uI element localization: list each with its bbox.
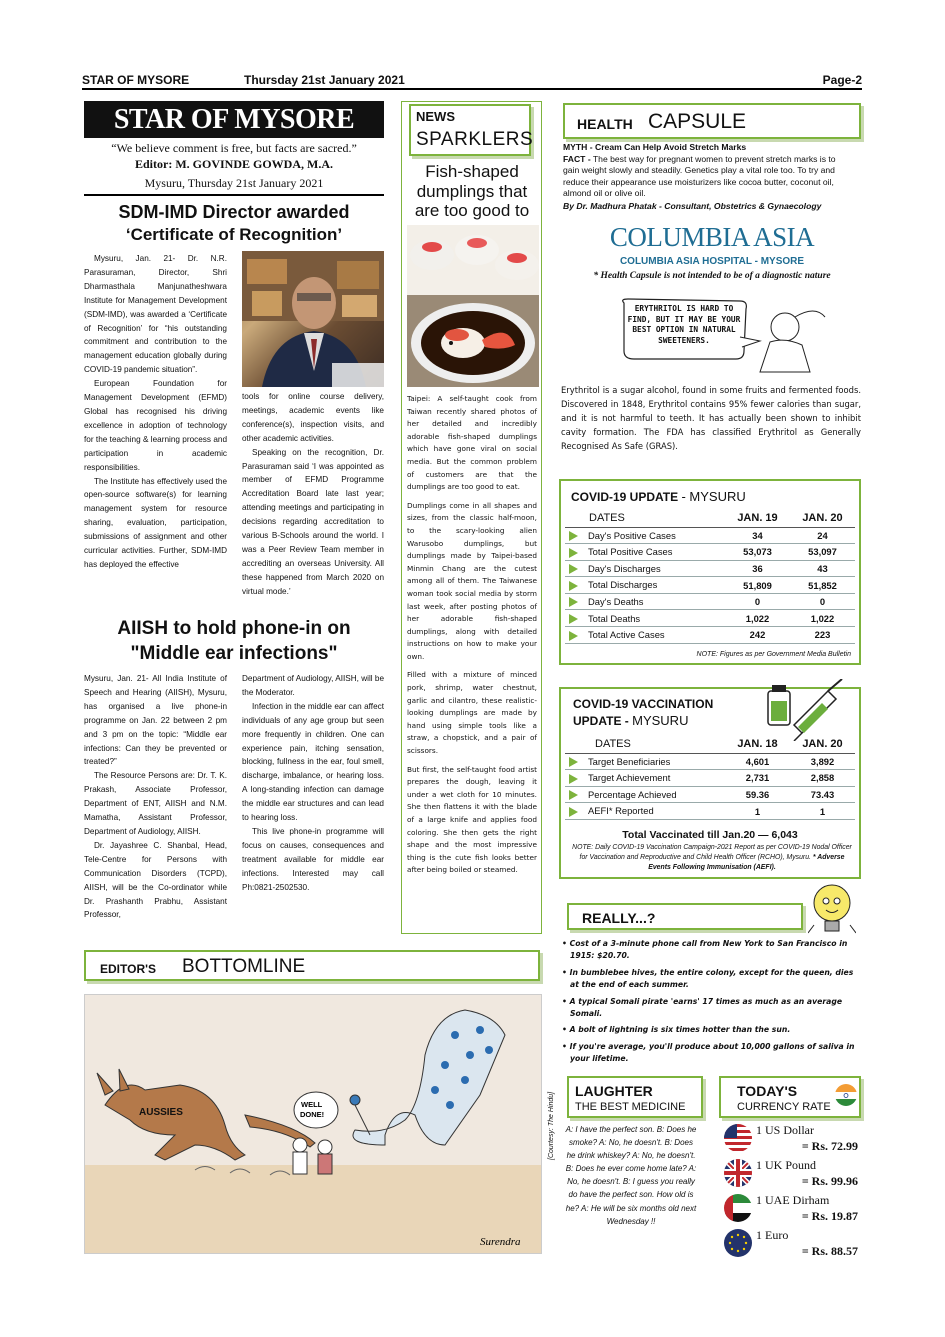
vax-note: NOTE: Daily COVID-19 Vaccination Campaign-2021 Report as per COVID-19 Nodal Officer for Vaccination and Reproductive and Child Health Officer (RCHO), Mysuru. (572, 844, 852, 861)
covid-row-label: Total Positive Cases (588, 546, 673, 558)
bullet-triangle-icon (569, 531, 578, 541)
really-item-text: A typical Somali pirate 'earns' 17 times as much as an average Somali. (569, 996, 843, 1019)
covid-row (565, 560, 855, 577)
currency-label-box (719, 1076, 861, 1118)
eu-flag-icon (724, 1229, 752, 1257)
bullet-triangle-icon (569, 774, 578, 784)
capsule-label: CAPSULE (648, 110, 747, 133)
masthead-motto: “We believe comment is free, but facts are sacred.” (111, 141, 357, 155)
vax-value-second: 3,892 (790, 753, 855, 770)
covid-row-label-cell (565, 560, 725, 577)
article1-p3: The Institute has effectively used the open-source software(s) for learning management system for resource sharing, evaluation, participation, submissions of assignment and other curricular activities. Further, SDM-IMD has deployed the effective (84, 476, 227, 569)
uae-flag-icon (724, 1194, 752, 1222)
article2-p5: Infection in the middle ear can affect individuals of any age group but seen more frequently in children. One can experience pain, itching sensation, blocking, fullness in the ear, foul smell, discharge, imbalance, or hearing loss. A long-standing infection can damage the middle ear structures and can lead to hearing loss. (242, 701, 384, 823)
news-label-box (409, 104, 534, 156)
laughter-label-box (567, 1076, 703, 1118)
covid-row (565, 610, 855, 627)
news-p4: But first, the self-taught food artist prepares the dough, leaving it under a wet cloth for 10 minutes. She then flattens it with the blade of a large knife and applies food coloring. She then gets the right shape and the most impressive thing is the cute fish looks better after being boiled or steamed. (407, 764, 537, 875)
india-flag-icon (835, 1084, 857, 1106)
covid-value-first: 0 (725, 593, 790, 610)
currency-list (724, 1123, 864, 1263)
vax-row-label-cell (565, 770, 725, 787)
bullet-triangle-icon (569, 757, 578, 767)
covid-row-label-cell (565, 610, 725, 627)
editorial-cartoon-art (85, 995, 542, 1254)
cartoon-welldone-text: WELL (301, 1100, 323, 1109)
covid-title (571, 489, 746, 504)
masthead-editor: Editor: M. GOVINDE GOWDA, M.A. (135, 157, 333, 171)
us-flag-icon (724, 1124, 752, 1152)
article2-title-line1: AIISH to hold phone-in on (117, 618, 351, 639)
health-fact-label: FACT - (563, 153, 591, 164)
vax-note2: * Adverse Events Following Immunisation (AEFI). (648, 854, 845, 871)
covid-table-wrap (565, 509, 855, 644)
vax-value-second: 2,858 (790, 770, 855, 787)
vax-total: Total Vaccinated till Jan.20 — 6,043 (622, 829, 798, 841)
vax-table-wrap (565, 735, 855, 820)
vax-note-wrap (569, 843, 855, 873)
vax-row-label: Percentage Achieved (588, 788, 677, 800)
paper-name: STAR OF MYSORE (82, 73, 190, 87)
vax-row-label-cell (565, 786, 725, 803)
covid-value-second: 51,852 (790, 577, 855, 594)
erythritol-text: Erythritol is a sugar alcohol, found in some fruits and fermented foods. Discovered in 1848, Erythritol contains 95% fewer calories than sugar, and it is not harmful to teeth. It has actually been shown to inhibit cavity formation. The FDA has classified Erythritol as Generally Recognised As Safe (GRAS). (561, 385, 861, 452)
currency-row (724, 1123, 864, 1158)
health-byline: By Dr. Madhura Phatak - Consultant, Obstetrics & Gynaecology (563, 200, 822, 211)
vax-title-update: UPDATE - (573, 714, 629, 728)
covid-value-first: 34 (725, 527, 790, 544)
currency-row (724, 1158, 864, 1193)
article1-p1: Mysuru, Jan. 21- Dr. N.R. Parasuraman, Director, Shri Dharmasthala Manjunatheshwara Institute for Management Development (SDM-IMD), was awarded a ‘Certificate of Recognition’ for “his outstanding commitment and contribution to the management education globally during COVID-19 pandemic situation”. (84, 254, 227, 375)
page-number: Page-2 (822, 73, 862, 87)
really-item: • Cost of a 3-minute phone call from New York to San Francisco in 1915: $20.70. (562, 939, 848, 961)
vax-value-first: 1 (725, 803, 790, 820)
laughter-joke: A: I have the perfect son. B: Does he smoke? A: No, he doesn't. B: Does he drink whiskey? A: No, he doesn't. B: Does he ever come home late? A: No, he doesn't. B: I guess you really do have the perfect son. How old is he? A: He will be six months old next Wednesday !! (565, 1125, 697, 1226)
masthead-dateline: Mysuru, Thursday 21st January 2021 (144, 176, 324, 190)
currency-rate: = Rs. 99.96 (801, 1174, 858, 1188)
covid-row-label-cell (565, 593, 725, 610)
article2-p2: The Resource Persons are: Dr. T. K. Prakash, Associate Professor, Department of ENT, AIISH and N.M. Mamatha, Assistant Professor, Department of Audiology, AIISH. (84, 771, 227, 836)
news-p3: Filled with a mixture of minced pork, shrimp, water chestnut, garlic and cilantro, these realistic-looking dumplings are made by hand using simple tools like a straw, a chopstick, and a pair of scissors. (407, 670, 537, 756)
covid-note: NOTE: Figures as per Government Media Bulletin (696, 651, 851, 658)
really-list (560, 938, 863, 1066)
news-body (407, 393, 537, 877)
covid-value-first: 36 (725, 560, 790, 577)
covid-value-first: 53,073 (725, 544, 790, 561)
health-label: HEALTH (577, 116, 633, 132)
covid-row (565, 544, 855, 561)
really-item: • A bolt of lightning is six times hotter than the sun. (562, 1025, 791, 1035)
currency-rate-label: CURRENCY RATE (737, 1101, 831, 1113)
sparklers-label: SPARKLERS (416, 129, 534, 150)
vax-h-c2: JAN. 20 (790, 735, 855, 753)
covid-row-label: Total Deaths (588, 612, 641, 624)
cartoon-signature: Surendra (480, 1236, 521, 1248)
news-label: NEWS (416, 109, 455, 124)
currency-name: 1 US Dollar (756, 1123, 814, 1137)
covid-row-label-cell (565, 544, 725, 561)
masthead-rule (84, 194, 384, 196)
bullet-triangle-icon (569, 807, 578, 817)
vax-table (565, 735, 855, 820)
article2-title-line2: "Middle ear infections" (130, 643, 338, 664)
covid-row-label-cell (565, 577, 725, 594)
bottomline-label: BOTTOMLINE (182, 956, 306, 977)
article1-col1 (84, 252, 227, 572)
vax-value-second: 73.43 (790, 786, 855, 803)
article2-p4: Department of Audiology, AIISH, will be the Moderator. (242, 674, 384, 697)
vax-title-1: COVID-19 VACCINATION (573, 697, 714, 711)
editor-label: EDITOR'S (100, 962, 156, 976)
covid-update-box (559, 479, 861, 665)
really-item-text: In bumblebee hives, the entire colony, except for the queen, dies at the end of each summer. (569, 967, 854, 990)
vax-table-header (565, 735, 855, 753)
vax-h-c1: JAN. 18 (725, 735, 790, 753)
vax-row (565, 753, 855, 770)
vax-row-label-cell (565, 753, 725, 770)
dumplings-photo (407, 225, 539, 387)
covid-row-label-cell (565, 627, 725, 644)
currency-name: 1 Euro (756, 1228, 789, 1242)
covid-row-label: Day's Discharges (588, 562, 661, 574)
really-item: • In bumblebee hives, the entire colony, except for the queen, dies at the end of each summer. (562, 967, 854, 990)
article2-p6: This live phone-in programme will focus on causes, consequences and treatment available for middle ear infections. Interested may call Ph:0821-2502530. (242, 826, 384, 892)
bullet-triangle-icon (569, 790, 578, 800)
page-header (82, 72, 862, 90)
article1-p2: European Foundation for Management Development (EFMD) Global has recognised his driving excellence in adoption of technology for the teaching & learning process and participation in academic responsibilities. (84, 379, 227, 472)
erythritol-cartoon (620, 297, 835, 375)
covid-value-second: 1,022 (790, 610, 855, 627)
covid-row-label: Day's Deaths (588, 595, 644, 607)
vax-row (565, 770, 855, 787)
vax-value-first: 2,731 (725, 770, 790, 787)
lightbulb-icon (808, 881, 856, 939)
article1-title-line1: SDM-IMD Director awarded (118, 202, 350, 222)
covid-row-label: Total Active Cases (588, 629, 665, 641)
really-label: REALLY...? (582, 910, 656, 926)
covid-row-label: Day's Positive Cases (588, 529, 676, 541)
masthead-title: STAR OF MYSORE (84, 101, 384, 138)
uk-flag-icon (724, 1159, 752, 1187)
article1-title-line2: ‘Certificate of Recognition’ (125, 225, 343, 244)
cartoon-done-text: DONE! (300, 1110, 325, 1119)
vax-row-label-cell (565, 803, 725, 820)
vaccination-box (559, 687, 861, 879)
really-label-box (567, 903, 803, 930)
covid-title-place: - MYSURU (681, 489, 746, 504)
article2-col2 (242, 672, 384, 895)
article1-p4: tools for online course delivery, meetings, academic events like conference(s), inspection visits, and other academic activities. (242, 392, 384, 443)
covid-value-second: 24 (790, 527, 855, 544)
currency-name: 1 UAE Dirham (756, 1193, 830, 1207)
covid-row (565, 593, 855, 610)
covid-value-first: 1,022 (725, 610, 790, 627)
bullet-triangle-icon (569, 614, 578, 624)
best-medicine-label: THE BEST MEDICINE (575, 1101, 686, 1113)
health-text (563, 142, 853, 212)
editorial-cartoon (84, 994, 542, 1254)
currency-rate: = Rs. 72.99 (801, 1139, 858, 1153)
really-item: • If you're average, you'll produce about 10,000 gallons of saliva in your lifetime. (562, 1041, 855, 1064)
bullet-triangle-icon (569, 597, 578, 607)
header-date: Thursday 21st January 2021 (244, 73, 405, 87)
vax-row-label: AEFI* Reported (588, 805, 654, 817)
news-p1: Taipei: A self-taught cook from Taiwan recently shared photos of her detailed and incredibly adorable fish-shaped dumplings which have gone viral on social media. But the common problem of customers are that the dumplings are too good to eat. (407, 394, 537, 492)
covid-row-label: Total Discharges (588, 579, 658, 591)
covid-value-first: 242 (725, 627, 790, 644)
vax-row (565, 803, 855, 820)
covid-value-first: 51,809 (725, 577, 790, 594)
vax-h-dates: DATES (565, 735, 725, 753)
vax-value-first: 59.36 (725, 786, 790, 803)
really-item-text: A bolt of lightning is six times hotter than the sun. (569, 1025, 791, 1035)
vax-row-label: Target Achievement (588, 772, 671, 784)
cartoon-courtesy: [Courtesy: The Hindu] (548, 1091, 555, 1160)
editor-label-box (84, 950, 540, 981)
currency-label: TODAY'S (737, 1083, 798, 1099)
vax-row (565, 786, 855, 803)
currency-rate: = Rs. 19.87 (801, 1209, 858, 1223)
covid-row (565, 577, 855, 594)
currency-row (724, 1193, 864, 1228)
currency-row (724, 1228, 864, 1263)
director-photo (242, 251, 384, 387)
laughter-label: LAUGHTER (575, 1083, 653, 1099)
vax-value-second: 1 (790, 803, 855, 820)
covid-row-label-cell (565, 527, 725, 544)
vax-title-2 (573, 713, 688, 728)
bullet-triangle-icon (569, 581, 578, 591)
vax-value-first: 4,601 (725, 753, 790, 770)
bullet-triangle-icon (569, 631, 578, 641)
vax-row-label: Target Beneficiaries (588, 755, 671, 767)
director-photo-illustration (242, 251, 384, 387)
covid-value-second: 43 (790, 560, 855, 577)
covid-title-main: COVID-19 UPDATE (571, 490, 679, 504)
covid-value-second: 223 (790, 627, 855, 644)
columbia-logo: COLUMBIA ASIA (609, 222, 815, 252)
bullet-triangle-icon (569, 564, 578, 574)
article2-p3: Dr. Jayashree C. Shanbal, Head, Tele-Centre for Persons with Communication Disorders (TCPD), AIISH, will be the Co-ordinator while Dr. Prashanth Prabhu, Assistant Professor, (84, 840, 227, 920)
bullet-triangle-icon (569, 548, 578, 558)
really-item: • A typical Somali pirate 'earns' 17 times as much as an average Somali. (562, 996, 843, 1019)
cartoon-aussies-label: AUSSIES (139, 1107, 183, 1118)
dumplings-illustration (407, 225, 539, 387)
news-headline: Fish-shaped dumplings that are too good to (414, 162, 530, 220)
article2-col1 (84, 672, 227, 922)
hospital-name: COLUMBIA ASIA HOSPITAL - MYSORE (619, 256, 805, 267)
covid-table (565, 509, 855, 644)
covid-value-second: 0 (790, 593, 855, 610)
covid-value-second: 53,097 (790, 544, 855, 561)
covid-table-header (565, 509, 855, 527)
currency-rate: = Rs. 88.57 (801, 1244, 858, 1258)
really-item-text: Cost of a 3-minute phone call from New York to San Francisco in 1915: $20.70. (569, 939, 848, 961)
covid-h-c2: JAN. 20 (790, 509, 855, 527)
covid-h-c1: JAN. 19 (725, 509, 790, 527)
news-p2: Dumplings come in all shapes and sizes, from the classic half-moon, to the scary-looking alien Warusobo dumplings, but dumplings made by Taipei-based Minmin Chang are the cutest among all of them. The Taiwanese woman took social media by storm last week, after posting photos of her adorable fish-shaped dumplings, along with detailed instructions on how to make your own. (407, 500, 537, 661)
health-label-box (563, 103, 861, 139)
vaccine-syringe-icon (766, 679, 846, 741)
health-fact: The best way for pregnant women to prevent stretch marks is to gain weight slowly and steadily. Genetics play a vital role too. To try and reduce their appearance use moisturizers like cocoa butter, coconut oil, almond oil or olive oil. (563, 153, 836, 198)
vax-title-place: MYSURU (632, 713, 689, 728)
article2-p1: Mysuru, Jan. 21- All India Institute of Speech and Hearing (AIISH), Mysuru, has organised a live phone-in programme on Jan. 22 between 2 pm and 3 pm on the topic: “Middle ear infections: Can they be prevented or treated?” (84, 674, 227, 767)
health-disclaimer: * Health Capsule is not intended to be of a diagnostic nature (593, 271, 831, 281)
covid-row (565, 527, 855, 544)
currency-name: 1 UK Pound (756, 1158, 817, 1172)
health-myth: MYTH - Cream Can Help Avoid Stretch Marks (563, 142, 747, 152)
article1-col2 (242, 390, 384, 599)
covid-h-dates: DATES (565, 509, 725, 527)
article1-p5: Speaking on the recognition, Dr. Parasuraman said ‘I was appointed as member of EFMD Programme Accreditation Board late last year; attending meetings and participating in decisions regarding accreditation to various B-Schools around the world. I was a Peer Review Team member in accrediting an overseas University. All these happened from March 2020 on virtual mode.’ (242, 447, 384, 596)
really-item-text: If you're average, you'll produce about 10,000 gallons of saliva in your lifetime. (569, 1041, 855, 1064)
cartoon-speech: ERYTHRITOL IS HARD TO FIND, BUT IT MAY BE YOUR BEST OPTION IN NATURAL SWEETENERS. (627, 304, 741, 345)
covid-row (565, 627, 855, 644)
